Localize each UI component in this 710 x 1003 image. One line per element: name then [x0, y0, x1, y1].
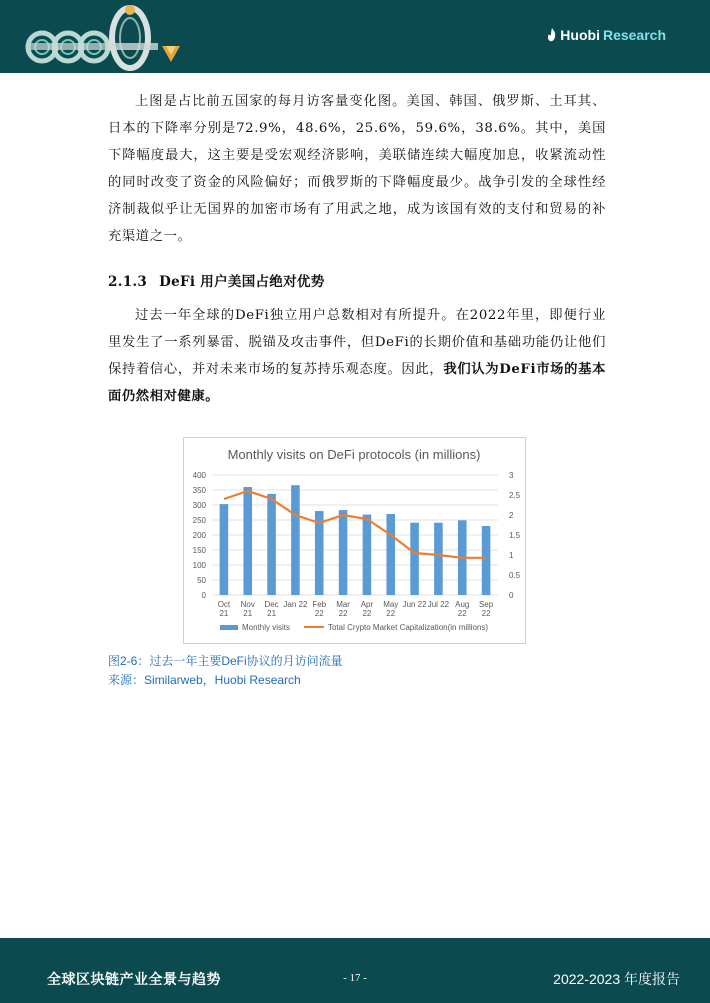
y-right-tick-label: 3 [509, 471, 514, 480]
page-number: - 17 - [343, 972, 367, 984]
x-tick-label: Jul 22 [427, 600, 450, 609]
x-tick-label-year: 21 [219, 609, 229, 618]
line-market-cap [224, 491, 486, 558]
legend-label-marketcap: Total Crypto Market Capitalization(in millions) [328, 623, 489, 632]
page-header [0, 0, 710, 73]
x-tick-label: Jun 22 [402, 600, 427, 609]
section-number: 2.1.3 [108, 274, 148, 290]
y-left-tick-label: 100 [192, 561, 206, 570]
y-right-tick-label: 2 [509, 511, 514, 520]
y-right-tick-label: 0.5 [509, 571, 521, 580]
x-tick-label: Sep [478, 600, 494, 609]
brand-sub: Research [602, 27, 666, 43]
y-left-tick-label: 300 [192, 501, 206, 510]
x-tick-label-year: 21 [267, 609, 277, 618]
figure-source: 来源：Similarweb，Huobi Research [108, 673, 301, 687]
bar-monthly-visits [220, 504, 229, 595]
x-tick-label: Jan 22 [283, 600, 308, 609]
x-tick-label: Aug [455, 600, 470, 609]
page-footer [0, 938, 710, 1003]
paragraph2-normal: 过去一年全球的DeFi独立用户总数相对有所提升。在2022年里，即便行业里发生了一系列暴雷、脱锚及攻击事件，但DeFi的长期价值和基础功能仍让他们保持着信心，并对未来市场的复苏持乐观态度。因此， [108, 308, 606, 377]
bar-monthly-visits [482, 526, 491, 595]
x-tick-label-year: 22 [362, 609, 372, 618]
brand-logo [547, 27, 666, 43]
legend-swatch-visits [220, 625, 238, 630]
x-tick-label-year: 22 [386, 609, 396, 618]
y-left-tick-label: 0 [201, 591, 206, 600]
x-tick-label: Mar [336, 600, 350, 609]
bar-monthly-visits [243, 487, 252, 595]
x-tick-label: May [383, 600, 399, 609]
x-tick-label-year: 22 [314, 609, 324, 618]
x-tick-label-year: 21 [243, 609, 253, 618]
bar-monthly-visits [410, 523, 419, 595]
bar-monthly-visits [339, 510, 348, 595]
footer-report-title: 全球区块链产业全景与趋势 [47, 971, 221, 987]
body-paragraph-1: 上图是占比前五国家的每月访客量变化图。美国、韩国、俄罗斯、土耳其、日本的下降率分别是72.9%，48.6%，25.6%，59.6%，38.6%。其中，美国下降幅度最大，这主要是受宏观经济影响，美联储连续大幅度加息，收紧流动性的同时改变了资金的风险偏好；而俄罗斯的下降幅度最少。战争引发的全球性经济制裁似乎让无国界的加密市场有了用武之地，成为该国有效的支付和贸易的补充渠道之一。 [108, 94, 606, 244]
figure-caption: 图2-6：过去一年主要DeFi协议的月访问流量 [108, 654, 343, 668]
bar-monthly-visits [267, 494, 276, 595]
x-tick-label: Dec [264, 600, 279, 609]
y-left-tick-label: 250 [192, 516, 206, 525]
y-left-tick-label: 150 [192, 546, 206, 555]
section-heading [108, 270, 325, 290]
chart-container [183, 437, 526, 644]
x-tick-label-year: 22 [338, 609, 348, 618]
x-tick-label-year: 22 [481, 609, 491, 618]
x-tick-label: Apr [360, 600, 374, 609]
x-tick-label: Feb [312, 600, 327, 609]
bar-monthly-visits [291, 485, 300, 595]
y-right-tick-label: 1 [509, 551, 514, 560]
defi-visits-chart [184, 438, 525, 643]
y-right-tick-label: 2.5 [509, 491, 521, 500]
huobi-flame-icon [547, 28, 557, 42]
bar-monthly-visits [386, 514, 395, 595]
body-paragraph-2 [108, 302, 606, 410]
bar-monthly-visits [363, 515, 372, 595]
chart-title: Monthly visits on DeFi protocols (in millions) [227, 447, 481, 462]
paragraph2-bold: 我们认为DeFi市场的基本面仍然相对健康。 [108, 362, 606, 404]
legend-label-visits: Monthly visits [242, 623, 291, 632]
y-left-tick-label: 400 [192, 471, 206, 480]
section-title-text: DeFi 用户美国占绝对优势 [159, 274, 325, 290]
y-right-tick-label: 0 [509, 591, 514, 600]
decorative-coins-icon [20, 2, 190, 72]
x-tick-label: Oct [217, 600, 231, 609]
y-right-tick-label: 1.5 [509, 531, 521, 540]
y-left-tick-label: 350 [192, 486, 206, 495]
footer-report-year: 2022-2023 年度报告 [553, 971, 680, 987]
y-left-tick-label: 50 [197, 576, 206, 585]
x-tick-label: Nov [240, 600, 255, 609]
y-left-tick-label: 200 [192, 531, 206, 540]
bar-monthly-visits [434, 523, 443, 595]
brand-main: Huobi [560, 27, 600, 43]
x-tick-label-year: 22 [457, 609, 467, 618]
